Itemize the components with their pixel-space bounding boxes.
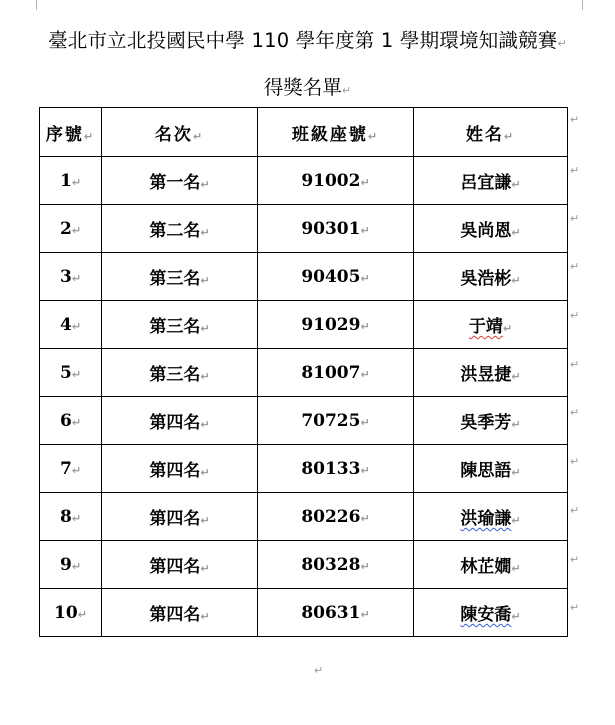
cell-rank[interactable]: 第三名↵ bbox=[102, 253, 258, 301]
cell-mark-icon: ↵ bbox=[360, 463, 370, 477]
cell-mark-icon: ↵ bbox=[200, 370, 210, 383]
header-cell-no[interactable]: 序號↵ bbox=[40, 108, 102, 157]
cell-no[interactable]: 7↵ bbox=[40, 445, 102, 493]
award-table bbox=[39, 107, 568, 637]
table-header-row bbox=[40, 108, 568, 157]
cell-seat[interactable]: 90405↵ bbox=[258, 253, 414, 301]
cell-rank[interactable]: 第三名↵ bbox=[102, 349, 258, 397]
row-end-mark-icon: ↵ bbox=[570, 260, 580, 273]
cell-no[interactable]: 3↵ bbox=[40, 253, 102, 301]
cell-no[interactable]: 10↵ bbox=[40, 589, 102, 637]
cell-mark-icon: ↵ bbox=[367, 129, 380, 143]
table-row bbox=[40, 253, 568, 301]
cell-seat[interactable]: 91002↵ bbox=[258, 157, 414, 205]
cell-mark-icon: ↵ bbox=[511, 514, 521, 527]
page-margin-corner-left bbox=[26, 0, 37, 10]
row-end-mark-icon: ↵ bbox=[570, 212, 580, 225]
cell-name[interactable]: 吳季芳↵ bbox=[414, 397, 568, 445]
document-title bbox=[0, 25, 615, 53]
cell-mark-icon: ↵ bbox=[360, 271, 370, 285]
cell-mark-icon: ↵ bbox=[200, 562, 210, 575]
spellcheck-flagged-name: 洪瑜謙 bbox=[460, 509, 512, 529]
page-margin-corner-right bbox=[582, 0, 593, 10]
table-row bbox=[40, 445, 568, 493]
cell-mark-icon: ↵ bbox=[71, 319, 82, 333]
cell-seat[interactable]: 81007↵ bbox=[258, 349, 414, 397]
cell-rank[interactable]: 第四名↵ bbox=[102, 589, 258, 637]
cell-seat[interactable]: 80226↵ bbox=[258, 493, 414, 541]
cell-mark-icon: ↵ bbox=[360, 319, 370, 333]
document-subtitle bbox=[0, 72, 615, 100]
cell-no[interactable]: 9↵ bbox=[40, 541, 102, 589]
cell-mark-icon: ↵ bbox=[511, 226, 521, 239]
cell-name[interactable]: 呂宜謙↵ bbox=[414, 157, 568, 205]
table-row bbox=[40, 589, 568, 637]
cell-mark-icon: ↵ bbox=[71, 415, 82, 429]
table-row bbox=[40, 397, 568, 445]
cell-name[interactable] bbox=[414, 493, 568, 541]
cell-mark-icon: ↵ bbox=[71, 463, 82, 477]
cell-mark-icon: ↵ bbox=[71, 367, 82, 381]
cell-no[interactable]: 4↵ bbox=[40, 301, 102, 349]
row-end-mark-icon: ↵ bbox=[570, 113, 580, 126]
cell-mark-icon: ↵ bbox=[200, 322, 210, 335]
cell-mark-icon: ↵ bbox=[200, 514, 210, 527]
cell-mark-icon: ↵ bbox=[360, 607, 370, 621]
row-end-mark-icon: ↵ bbox=[570, 406, 580, 419]
cell-mark-icon: ↵ bbox=[71, 175, 82, 189]
cell-no[interactable]: 6↵ bbox=[40, 397, 102, 445]
cell-rank[interactable]: 第四名↵ bbox=[102, 493, 258, 541]
cell-seat[interactable]: 70725↵ bbox=[258, 397, 414, 445]
cell-mark-icon: ↵ bbox=[360, 415, 370, 429]
cell-mark-icon: ↵ bbox=[200, 610, 210, 623]
table-row bbox=[40, 541, 568, 589]
row-end-mark-icon: ↵ bbox=[570, 164, 580, 177]
cell-rank[interactable]: 第四名↵ bbox=[102, 397, 258, 445]
cell-mark-icon: ↵ bbox=[200, 226, 210, 239]
cell-seat[interactable]: 80133↵ bbox=[258, 445, 414, 493]
cell-mark-icon: ↵ bbox=[77, 607, 87, 621]
cell-name[interactable]: 吳浩彬↵ bbox=[414, 253, 568, 301]
cell-rank[interactable]: 第四名↵ bbox=[102, 541, 258, 589]
cell-name[interactable]: 林芷嫺↵ bbox=[414, 541, 568, 589]
cell-mark-icon: ↵ bbox=[83, 129, 96, 143]
row-end-mark-icon: ↵ bbox=[570, 553, 580, 566]
row-end-mark-icon: ↵ bbox=[570, 358, 580, 371]
cell-mark-icon: ↵ bbox=[200, 466, 210, 479]
header-cell-name[interactable]: 姓名↵ bbox=[414, 108, 568, 157]
row-end-mark-icon: ↵ bbox=[570, 601, 580, 614]
cell-mark-icon: ↵ bbox=[360, 175, 370, 189]
cell-rank[interactable]: 第二名↵ bbox=[102, 205, 258, 253]
cell-name[interactable] bbox=[414, 589, 568, 637]
row-end-mark-icon: ↵ bbox=[570, 309, 580, 322]
cell-name[interactable]: 吳尚恩↵ bbox=[414, 205, 568, 253]
cell-name[interactable]: 洪昱捷↵ bbox=[414, 349, 568, 397]
cell-seat[interactable]: 91029↵ bbox=[258, 301, 414, 349]
cell-rank[interactable]: 第三名↵ bbox=[102, 301, 258, 349]
row-end-mark-icon: ↵ bbox=[570, 455, 580, 468]
cell-mark-icon: ↵ bbox=[503, 129, 516, 143]
table-row bbox=[40, 493, 568, 541]
cell-mark-icon: ↵ bbox=[511, 610, 521, 623]
cell-rank[interactable]: 第一名↵ bbox=[102, 157, 258, 205]
cell-seat[interactable]: 90301↵ bbox=[258, 205, 414, 253]
cell-seat[interactable]: 80328↵ bbox=[258, 541, 414, 589]
cell-mark-icon: ↵ bbox=[71, 223, 82, 237]
paragraph-mark-icon: ↵ bbox=[557, 37, 567, 50]
table-row bbox=[40, 301, 568, 349]
cell-no[interactable]: 5↵ bbox=[40, 349, 102, 397]
cell-no[interactable]: 1↵ bbox=[40, 157, 102, 205]
cell-mark-icon: ↵ bbox=[511, 274, 521, 287]
table-row bbox=[40, 157, 568, 205]
cell-name[interactable] bbox=[414, 301, 568, 349]
cell-mark-icon: ↵ bbox=[360, 511, 370, 525]
cell-mark-icon: ↵ bbox=[71, 511, 82, 525]
cell-mark-icon: ↵ bbox=[200, 178, 210, 191]
cell-no[interactable]: 8↵ bbox=[40, 493, 102, 541]
cell-mark-icon: ↵ bbox=[360, 223, 370, 237]
document-title-text: 臺北市立北投國民中學 110 學年度第 1 學期環境知識競賽 bbox=[48, 29, 558, 52]
spellcheck-flagged-name: 陳安喬 bbox=[460, 605, 512, 625]
cell-mark-icon: ↵ bbox=[511, 418, 521, 431]
paragraph-mark-icon: ↵ bbox=[314, 664, 324, 677]
cell-mark-icon: ↵ bbox=[511, 466, 521, 479]
cell-mark-icon: ↵ bbox=[511, 178, 521, 191]
cell-mark-icon: ↵ bbox=[192, 129, 205, 143]
cell-mark-icon: ↵ bbox=[200, 418, 210, 431]
cell-rank[interactable]: 第四名↵ bbox=[102, 445, 258, 493]
table-row bbox=[40, 205, 568, 253]
cell-mark-icon: ↵ bbox=[71, 559, 82, 573]
table-row bbox=[40, 349, 568, 397]
cell-mark-icon: ↵ bbox=[200, 274, 210, 287]
cell-mark-icon: ↵ bbox=[360, 367, 370, 381]
cell-mark-icon: ↵ bbox=[511, 562, 521, 575]
cell-mark-icon: ↵ bbox=[511, 370, 521, 383]
cell-name[interactable]: 陳思語↵ bbox=[414, 445, 568, 493]
cell-seat[interactable]: 80631↵ bbox=[258, 589, 414, 637]
paragraph-mark-icon: ↵ bbox=[341, 84, 352, 97]
row-end-mark-icon: ↵ bbox=[570, 504, 580, 517]
cell-mark-icon: ↵ bbox=[502, 322, 513, 335]
header-cell-seat[interactable]: 班級座號↵ bbox=[258, 108, 414, 157]
spellcheck-flagged-name: 于靖 bbox=[468, 317, 503, 337]
cell-no[interactable]: 2↵ bbox=[40, 205, 102, 253]
cell-mark-icon: ↵ bbox=[71, 271, 82, 285]
document-subtitle-text: 得獎名單 bbox=[263, 76, 342, 99]
header-cell-rank[interactable]: 名次↵ bbox=[102, 108, 258, 157]
cell-mark-icon: ↵ bbox=[360, 559, 370, 573]
